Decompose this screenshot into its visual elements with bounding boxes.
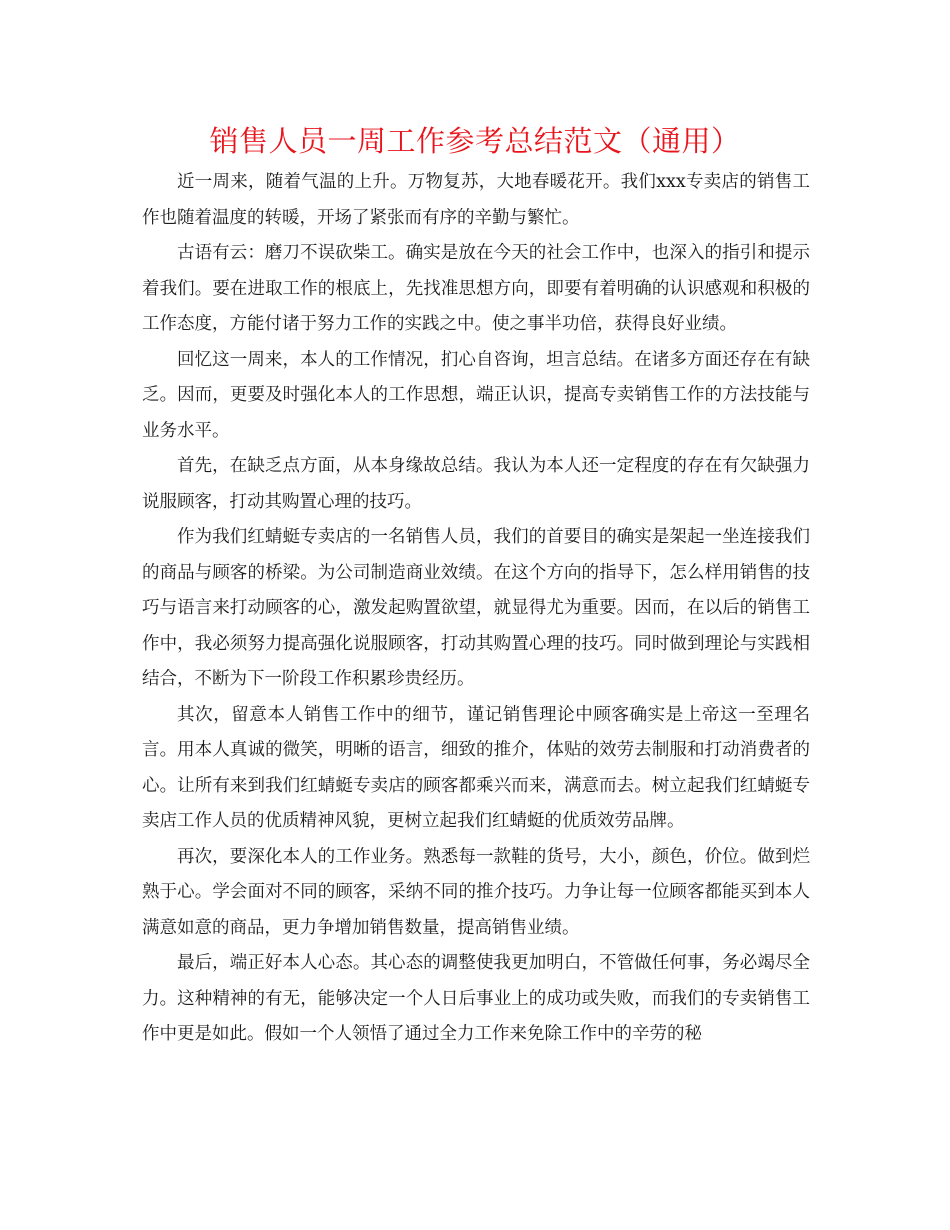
document-body [142, 165, 810, 1053]
paragraph: 其次，留意本人销售工作中的细节，谨记销售理论中顾客确实是上帝这一至理名言。用本人真诚的微笑，明晰的语言，细致的推介，体贴的效劳去制服和打动消费者的心。让所有来到我们红蜻蜓专卖店的顾客都乘兴而来，满意而去。树立起我们红蜻蜓专卖店工作人员的优质精神风貌，更树立起我们红蜻蜓的优质效劳品牌。 [142, 704, 810, 831]
paragraph: 近一周来，随着气温的上升。万物复苏，大地春暖花开。我们xxx专卖店的销售工作也随着温度的转暖，开场了紧张而有序的辛勤与繁忙。 [142, 172, 810, 228]
paragraph: 作为我们红蜻蜓专卖店的一名销售人员，我们的首要目的确实是架起一坐连接我们的商品与顾客的桥梁。为公司制造商业效绩。在这个方向的指导下，怎么样用销售的技巧与语言来打动顾客的心，激发起购置欲望，就显得尤为重要。因而，在以后的销售工作中，我必须努力提高强化说服顾客，打动其购置心理的技巧。同时做到理论与实践相结合，不断为下一阶段工作积累珍贵经历。 [142, 527, 810, 689]
document-title: 销售人员一周工作参考总结范文（通用） [209, 124, 741, 158]
paragraph: 首先，在缺乏点方面，从本身缘故总结。我认为本人还一定程度的存在有欠缺强力说服顾客，打动其购置心理的技巧。 [142, 456, 810, 512]
paragraph: 最后，端正好本人心态。其心态的调整使我更加明白，不管做任何事，务必竭尽全力。这种精神的有无，能够决定一个人日后事业上的成功或失败，而我们的专卖销售工作中更是如此。假如一个人领悟了通过全力工作来免除工作中的辛劳的秘 [142, 953, 810, 1044]
paragraph: 再次，要深化本人的工作业务。熟悉每一款鞋的货号，大小，颜色，价位。做到烂熟于心。学会面对不同的顾客，采纳不同的推介技巧。力争让每一位顾客都能买到本人满意如意的商品，更力争增加销售数量，提高销售业绩。 [142, 846, 810, 938]
paragraph: 古语有云：磨刀不误砍柴工。确实是放在今天的社会工作中，也深入的指引和提示着我们。要在进取工作的根底上，先找准思想方向，即要有着明确的认识感观和积极的工作态度，方能付诸于努力工作的实践之中。使之事半功倍，获得良好业绩。 [142, 243, 810, 334]
paragraph: 回忆这一周来，本人的工作情况，扪心自咨询，坦言总结。在诸多方面还存在有缺乏。因而，更要及时强化本人的工作思想，端正认识，提高专卖销售工作的方法技能与业务水平。 [142, 349, 810, 441]
